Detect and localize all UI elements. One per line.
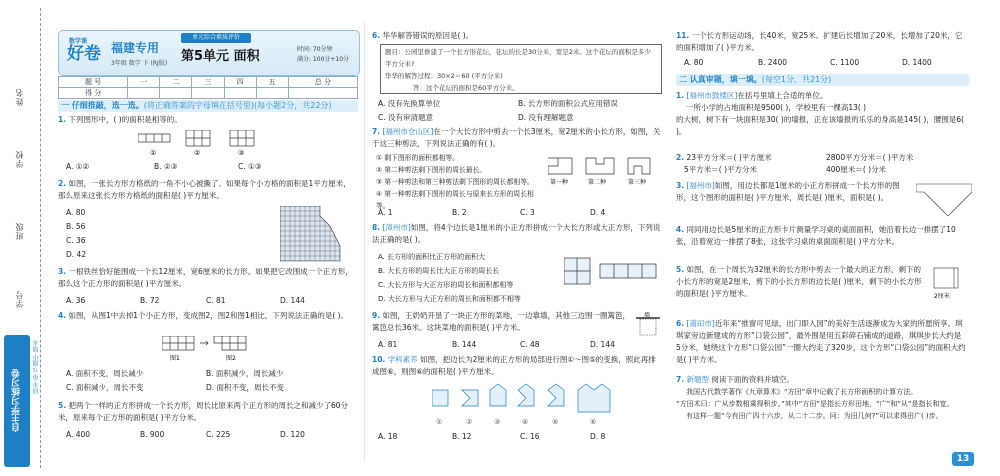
q3-opt-d[interactable]: D. 144	[280, 296, 305, 305]
school-label: 学校	[15, 150, 24, 168]
q7-fig3: 第三种	[628, 179, 647, 186]
q6: 6. 华华解答错误的原因是( )。	[372, 31, 474, 40]
brand-bar: 自主学习练习卷	[4, 335, 30, 467]
q4-figures	[162, 336, 262, 362]
q7-fig2: 第二种	[588, 179, 607, 186]
q1: 1. 下列图形中，( )的面积是相等的。	[58, 115, 182, 124]
f2: 2. 23平方分米＝( )平方厘米 2800平方分米＝( )平方米 5平方米＝( )平方分米 400厘米＝( )分米	[676, 153, 914, 174]
column-divider	[364, 22, 365, 462]
f3-figure	[916, 182, 972, 222]
q2-opt-d[interactable]: D. 42	[66, 250, 87, 259]
q5-opt-d[interactable]: D. 120	[280, 430, 305, 439]
q7-figures	[548, 156, 658, 186]
unit-title: 第5单元 面积	[181, 49, 260, 64]
q3-opt-b[interactable]: B. 72	[140, 296, 160, 305]
q1-opt-b[interactable]: B. ②③	[154, 162, 178, 171]
q5-opt-c[interactable]: C. 225	[206, 430, 231, 439]
q2-grid	[280, 206, 344, 262]
q9-wall-label: 墙	[644, 312, 651, 319]
q10: 10. 学科素养 如图，把边长为2厘米的正方形的局部进行图①～图⑤的变换，照此再排成图⑥，则图⑥的面积是( )平方厘米。	[372, 355, 656, 376]
q4-opt-d[interactable]: D. 面积不变，周长不变	[206, 383, 285, 392]
fujian-label: 福建专用	[111, 41, 160, 55]
q7-opt-d[interactable]: D. 4	[590, 208, 606, 217]
q2: 2. 如图，一张长方形方格纸的一角不小心被撕了。如果每个小方格的面积是1平方厘米，那么原来这张长方形方格纸的面积是( )平方厘米。	[58, 179, 351, 200]
q1-label-3: ③	[238, 149, 245, 156]
q5-opt-a[interactable]: A. 400	[66, 430, 91, 439]
q1-label-2: ②	[194, 149, 201, 156]
q10-opt-a[interactable]: A. 18	[378, 432, 398, 441]
q11-opt-c[interactable]: C. 1100	[830, 58, 860, 67]
name-label: 姓名	[15, 88, 24, 106]
time-info: 时间: 70分钟 满分: 100分+10分	[297, 46, 350, 63]
q2-opt-a[interactable]: A. 80	[66, 208, 86, 217]
q7: 7. [福州市仓山区]在一个大长方形中剪去一个长3厘米，宽2厘米的小长方形，如图，关于这三种剪法，下列说法正确的有( )。	[372, 127, 661, 148]
logo: 数学课 好卷	[67, 38, 101, 64]
q5-opt-b[interactable]: B. 900	[140, 430, 165, 439]
q4-opt-b[interactable]: B. 面积减少，周长减少	[206, 369, 284, 378]
f4: 4. 同同用边长是5厘米的正方形卡片测量学习桌的桌面面积，她沿着长边一排摆了10张，沿着宽边一排摆了8张，这张学习桌的桌面面积是( )平方分米。	[676, 225, 956, 246]
q9-opt-c[interactable]: C. 48	[520, 340, 540, 349]
section-1-title: 一 仔细推敲，选一选。(将正确答案的字母填在括号里)(每小题2分，共22分)	[58, 100, 358, 112]
page-number: 13	[952, 452, 974, 466]
q1-label-1: ①	[150, 149, 157, 156]
q3-opt-c[interactable]: C. 81	[206, 296, 226, 305]
q10-opt-b[interactable]: B. 12	[452, 432, 472, 441]
q8-options[interactable]: A. 长方形的面积比正方形的面积大 B. 大长方形的周长比大正方形的周长长 C. 大长方形与大正方形的周长和面积都相等 D. 大长方形与大正方形的周长和面积都不相等	[378, 253, 521, 303]
q1-figures	[138, 130, 268, 156]
eval-banner: 单元综合素质评价	[181, 33, 251, 43]
q10-opt-d[interactable]: D. 8	[590, 432, 606, 441]
f1: 1. [福州市鼓楼区]在括号里填上合适的单位。 一所小学的占地面积是9500( )，学校里有一棵高13( ) 的大树，树下有一块面积是30( )的墙报，正在该墙报的乐乐的身高是145( )，腰围是6( )。	[676, 91, 965, 136]
q10-label-5: ⑤	[552, 418, 559, 426]
q4-opt-a[interactable]: A. 面积不变，周长减少	[66, 369, 144, 378]
id-label: 学号	[15, 290, 24, 308]
q9-opt-b[interactable]: B. 144	[452, 340, 477, 349]
q1-opt-a[interactable]: A. ①②	[66, 162, 90, 171]
q2-opt-b[interactable]: B. 56	[66, 222, 86, 231]
q7-fig1: 第一种	[550, 179, 569, 186]
f5-figure	[932, 266, 972, 300]
q7-statements: ① 剩下图形的面积都相等。 ② 第二种剪法剩下图形的周长最长。 ③ 第一种剪法和第三种剪法剩下图形的周长都相等。 ④ 第一种剪法剩下图形的周长与原来长方形的周长相等。	[376, 154, 534, 210]
q11-opt-a[interactable]: A. 80	[684, 58, 704, 67]
q6-opt-c[interactable]: C. 没有审清题意	[378, 113, 434, 122]
grade-label: 3年级 数学 下 (RJ版)	[111, 60, 168, 67]
q10-label-4: ④	[522, 418, 529, 426]
q6-opt-a[interactable]: A. 没有先换算单位	[378, 99, 441, 108]
q6-opt-b[interactable]: B. 长方形的面积公式应用错误	[518, 99, 618, 108]
q7-opt-a[interactable]: A. 1	[378, 208, 393, 217]
q8-figures	[564, 256, 660, 286]
f3: 3. [福州市]如图，用边长都是1厘米的小正方形拼成一个长方形的图形，这个图形的面积是( )平方厘米，周长是( )厘米，面积是( )。	[676, 181, 900, 202]
q9-opt-d[interactable]: D. 144	[590, 340, 615, 349]
brand-sub: 同步·单元·期中·期末	[33, 340, 40, 394]
q9: 9. 如图，王奶奶开垦了一块正方形的菜地，一边靠墙，其他三边围一圈篱笆，篱笆总长36米。这块菜地的面积是( )平方米。	[372, 311, 630, 332]
q6-opt-d[interactable]: D. 没有理解题意	[518, 113, 574, 122]
f6: 6. [莆田市]近年来“推窗可见绿，出门即入园”的美好生活逐渐成为大家的所愿所享。琪琪家旁边新建成的方形“口袋公园”，最外围是用五彩碎石铺成的道路，琪琪步长大约是5分米，她绕这个方形“口袋公园”一圈大约走了320步，这个方形“口袋公园”的面积大约是( )平方米。	[676, 319, 966, 364]
section-2-title: 二 认真审题，填一填。(每空1分，共21分)	[676, 74, 969, 86]
q10-opt-c[interactable]: C. 16	[520, 432, 540, 441]
class-label: 班级	[15, 222, 24, 240]
q1-opt-c[interactable]: C. ①③	[238, 162, 262, 171]
q9-wall-figure	[634, 312, 662, 340]
q2-opt-c[interactable]: C. 36	[66, 236, 86, 245]
f5-label: 2厘米	[934, 293, 950, 300]
q9-opt-a[interactable]: A. 81	[378, 340, 398, 349]
q10-label-2: ②	[466, 418, 473, 426]
q11-opt-b[interactable]: B. 2400	[758, 58, 788, 67]
f5: 5. 如图，在一个周长为32厘米的长方形中剪去一个最大的正方形，剩下的小长方形的宽是2厘米，剪下的小长方形的边长是( )厘米，剩下的小长方形的面积是( )平方厘米。	[676, 265, 922, 298]
q4-opt-c[interactable]: C. 面积减少，周长不变	[66, 383, 144, 392]
q10-figures	[432, 382, 612, 428]
score-table: 题 号 一 二 三 四 五 总 分 得 分	[58, 76, 358, 99]
f7: 7. 新题型 阅读下面的资料并填空。 我国古代数学著作《九章算术》“方田”章中记载了长方形面积的计算方法。 “方田术曰：广从步数相乘得积步。”其中“方田”是指长方形田地，“广”和“从”是指长和宽。 有这样一题“今有田广四十六步，从二十二步。问：为田几何?”可以求得田广( )步。	[676, 375, 954, 420]
q4: 4. 如图，从图1中去掉1个小正方形，变成图2，图2和图1相比，下列说法正确的是( )。	[58, 311, 349, 320]
q6-problem-box: 题目：公园里修建了一个长方形花坛，花坛的长是30分米，宽是2米。这个花坛的面积是多少平方分米? 华华的解答过程：30×2＝60 (平方分米) 答：这个花坛的面积是60平方分米。	[380, 44, 662, 94]
q7-opt-c[interactable]: C. 3	[520, 208, 535, 217]
q10-label-1: ①	[436, 418, 443, 426]
cut-line	[40, 8, 41, 468]
q4-fig1-label: 图1	[170, 355, 180, 362]
binding-strip	[0, 0, 54, 476]
q8: 8. [漳州市]如图，将4个边长是1厘米的小正方形拼成一个大长方形或大正方形，下列说法正确的是( )。	[372, 223, 661, 244]
q11-opt-d[interactable]: D. 1400	[902, 58, 932, 67]
q7-opt-b[interactable]: B. 2	[452, 208, 467, 217]
q4-fig2-label: 图2	[226, 355, 236, 362]
q3-opt-a[interactable]: A. 36	[66, 296, 86, 305]
q10-label-3: ③	[494, 418, 501, 426]
q3: 3. 一根铁丝恰好能围成一个长12厘米，宽6厘米的长方形。如果把它改围成一个正方形，那么这个正方形的面积是( )平方厘米。	[58, 267, 353, 288]
q10-label-6: ⑥	[590, 418, 597, 426]
q11: 11. 一个长方形运动场，长40米，宽25米。扩建后长增加了20米，长增加了20米，它的面积增加了( )平方米。	[676, 31, 963, 52]
unit-header	[58, 30, 360, 76]
q5: 5. 把两个一样的正方形拼成一个长方形，周长比原来两个正方形的周长之和减少了60分米，原来每个正方形的面积是( )平方分米。	[58, 401, 349, 422]
